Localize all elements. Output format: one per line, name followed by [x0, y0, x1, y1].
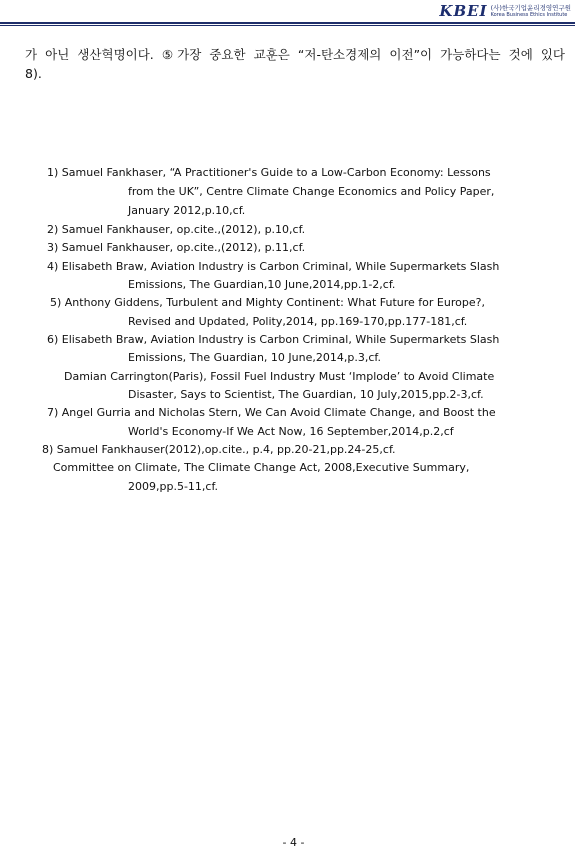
institute-logo [439, 4, 571, 19]
footnote-line: Committee on Climate, The Climate Change Act, 2008,Executive Summary, [53, 461, 470, 474]
footnote-line: Emissions, The Guardian,10 June,2014,pp.1-2,cf. [128, 278, 396, 291]
footnote-line: 2) Samuel Fankhauser, op.cite.,(2012), p.10,cf. [47, 223, 306, 236]
footnote-line: from the UK”, Centre Climate Change Economics and Policy Paper, [128, 185, 495, 198]
logo-mark: KBEI [439, 2, 488, 20]
footnote-line: January 2012,p.10,cf. [128, 204, 246, 217]
logo-english-name: Korea Business Ethics Institute [490, 12, 568, 18]
footnote-line: Damian Carrington(Paris), Fossil Fuel Industry Must ‘Implode’ to Avoid Climate [64, 370, 495, 383]
footnote-line: 2009,pp.5-11,cf. [128, 480, 219, 493]
footnote-line: Revised and Updated, Polity,2014, pp.169-170,pp.177-181,cf. [128, 315, 468, 328]
page-header [0, 0, 587, 26]
logo-korean-name: (사)한국기업윤리경영연구원 [490, 4, 571, 12]
footnote-line: 5) Anthony Giddens, Turbulent and Mighty Continent: What Future for Europe?, [50, 296, 485, 309]
footnote-line: 3) Samuel Fankhauser, op.cite.,(2012), p.11,cf. [47, 241, 306, 254]
logo-text [491, 4, 571, 19]
body-paragraph [25, 45, 565, 83]
body-line-2: 8). [25, 66, 42, 81]
header-rule [0, 22, 575, 24]
body-line-1: 가 아닌 생산혁명이다. ⑤가장 중요한 교훈은 “저-탄소경제의 이전”이 가능하다는 것에 있다 [25, 47, 565, 62]
footnote-line: World's Economy-If We Act Now, 16 September,2014,p.2,cf [128, 425, 454, 438]
footnote-line: 8) Samuel Fankhauser(2012),op.cite., p.4, pp.20-21,pp.24-25,cf. [42, 443, 396, 456]
footnote-line: 1) Samuel Fankhaser, “A Practitioner's Guide to a Low-Carbon Economy: Lessons [47, 166, 491, 179]
footnote-line: 4) Elisabeth Braw, Aviation Industry is Carbon Criminal, While Supermarkets Slash [47, 260, 500, 273]
header-rule-thin [0, 25, 575, 26]
page-number: - 4 - [282, 836, 305, 849]
footnote-line: 6) Elisabeth Braw, Aviation Industry is Carbon Criminal, While Supermarkets Slash [47, 333, 500, 346]
footnote-line: Disaster, Says to Scientist, The Guardian, 10 July,2015,pp.2-3,cf. [128, 388, 484, 401]
footnote-line: Emissions, The Guardian, 10 June,2014,p.3,cf. [128, 351, 381, 364]
footnote-line: 7) Angel Gurria and Nicholas Stern, We Can Avoid Climate Change, and Boost the [47, 406, 496, 419]
